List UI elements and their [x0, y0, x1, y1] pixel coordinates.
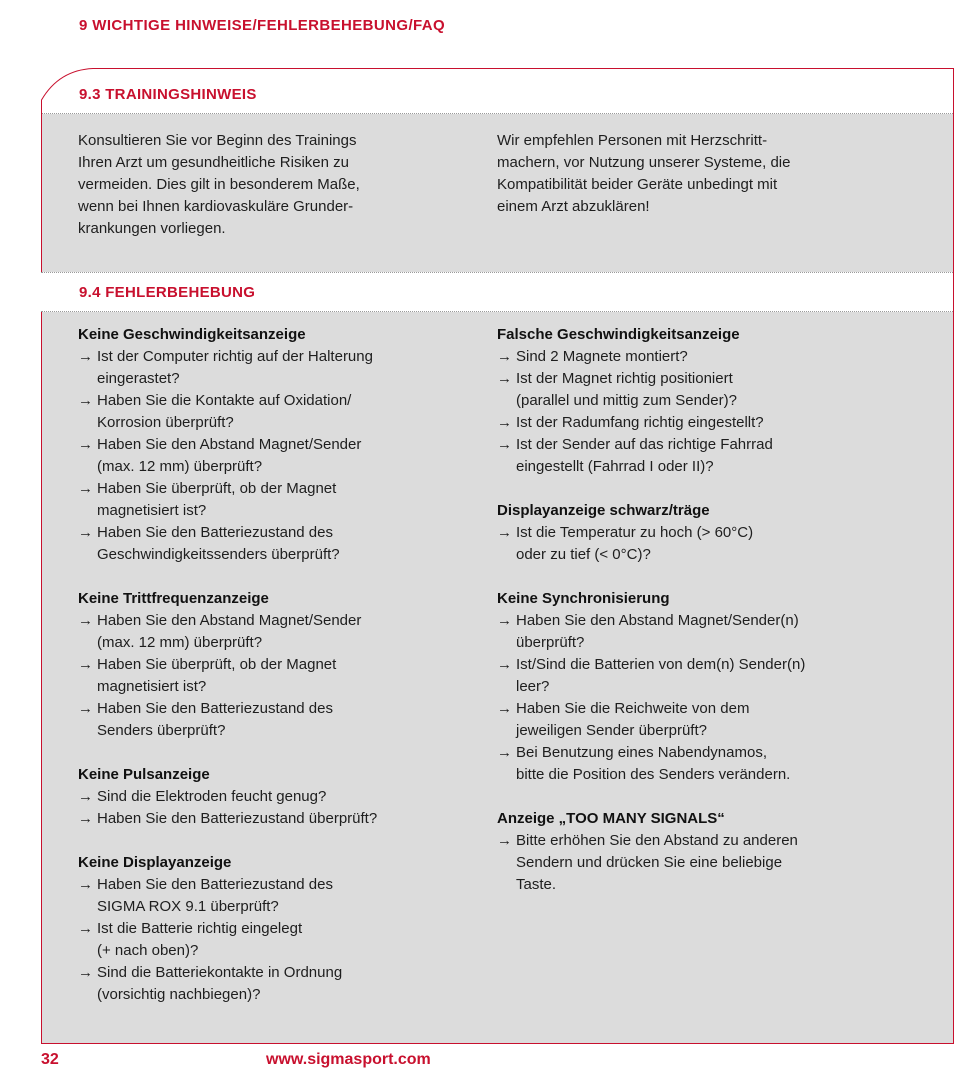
check-list-item — [497, 742, 917, 786]
check-list-item — [497, 522, 917, 566]
section-94-right-column — [497, 324, 917, 918]
paragraph-line: krankungen vorliegen. — [78, 220, 226, 237]
check-list-item-line: (max. 12 mm) überprüft? — [97, 634, 263, 651]
check-list-item — [78, 434, 478, 478]
paragraph-line: Konsultieren Sie vor Beginn des Trainings — [78, 132, 357, 149]
check-list-item-line: → Ist die Temperatur zu hoch (> 60°C) — [516, 524, 754, 541]
block-title: Falsche Geschwindigkeitsanzeige — [497, 326, 740, 343]
check-list-item-line: (+ nach oben)? — [97, 942, 199, 959]
check-list — [78, 610, 478, 742]
check-list-item — [497, 412, 917, 434]
check-list-item — [497, 346, 917, 368]
check-list-item — [78, 522, 478, 566]
block-title: Keine Synchronisierung — [497, 590, 670, 607]
check-list-item-line: Korrosion überprüft? — [97, 414, 234, 431]
check-list-item-line: → Bitte erhöhen Sie den Abstand zu anderen — [516, 832, 798, 849]
check-list-item-line: → Sind 2 Magnete montiert? — [516, 348, 688, 365]
block-title: Keine Displayanzeige — [78, 854, 232, 871]
check-list-item — [78, 698, 478, 742]
check-list-item-line: → Haben Sie den Batteriezustand überprüft? — [97, 810, 378, 827]
paragraph-line: Kompatibilität beider Geräte unbedingt mit — [497, 176, 778, 193]
troubleshooting-block — [78, 852, 478, 1006]
check-list — [78, 786, 478, 830]
troubleshooting-block — [78, 324, 478, 566]
paragraph-line: Wir empfehlen Personen mit Herzschritt- — [497, 132, 768, 149]
check-list — [78, 346, 478, 566]
check-list-item — [78, 962, 478, 1006]
section-93-right-text — [497, 130, 897, 218]
check-list-item-line: (max. 12 mm) überprüft? — [97, 458, 263, 475]
check-list-item — [78, 918, 478, 962]
check-list-item-line: → Haben Sie den Batteriezustand des — [97, 700, 333, 717]
check-list-item — [78, 786, 478, 808]
check-list-item — [78, 346, 478, 390]
paragraph-line: einem Arzt abzuklären! — [497, 198, 650, 215]
check-list-item-line: → Haben Sie überprüft, ob der Magnet — [97, 480, 337, 497]
check-list-item-line: → Haben Sie die Kontakte auf Oxidation/ — [97, 392, 352, 409]
check-list-item-line: → Sind die Batteriekontakte in Ordnung — [97, 964, 343, 981]
block-title: Keine Geschwindigkeitsanzeige — [78, 326, 306, 343]
check-list — [497, 610, 917, 786]
check-list-item-line: eingerastet? — [97, 370, 180, 387]
check-list-item-line: überprüft? — [516, 634, 585, 651]
check-list-item-line: → Haben Sie die Reichweite von dem — [516, 700, 750, 717]
troubleshooting-block — [78, 764, 478, 830]
check-list-item-line: → Haben Sie den Abstand Magnet/Sender — [97, 436, 362, 453]
check-list-item-line: → Ist/Sind die Batterien von dem(n) Sender(n) — [516, 656, 806, 673]
section-94-left-column — [78, 324, 478, 1028]
troubleshooting-block — [78, 588, 478, 742]
check-list-item-line: SIGMA ROX 9.1 überprüft? — [97, 898, 279, 915]
check-list-item-line: → Sind die Elektroden feucht genug? — [97, 788, 327, 805]
check-list-item-line: Geschwindigkeitssenders überprüft? — [97, 546, 340, 563]
check-list-item — [497, 368, 917, 412]
check-list-item-line: → Bei Benutzung eines Nabendynamos, — [516, 744, 768, 761]
check-list — [497, 522, 917, 566]
check-list-item-line: Senders überprüft? — [97, 722, 226, 739]
check-list-item — [78, 610, 478, 654]
paragraph-line: Ihren Arzt um gesundheitliche Risiken zu — [78, 154, 349, 171]
troubleshooting-block — [497, 588, 917, 786]
check-list-item-line: → Haben Sie den Batteriezustand des — [97, 524, 333, 541]
check-list-item-line: (parallel und mittig zum Sender)? — [516, 392, 737, 409]
check-list-item-line: → Haben Sie überprüft, ob der Magnet — [97, 656, 337, 673]
check-list-item-line: → Haben Sie den Batteriezustand des — [97, 876, 333, 893]
check-list-item-line: oder zu tief (< 0°C)? — [516, 546, 651, 563]
section-93-left-text — [78, 130, 458, 240]
chapter-title: 9 WICHTIGE HINWEISE/FEHLERBEHEBUNG/FAQ — [79, 17, 446, 34]
check-list-item-line: → Haben Sie den Abstand Magnet/Sender — [97, 612, 362, 629]
block-title: Displayanzeige schwarz/träge — [497, 502, 710, 519]
block-title: Keine Pulsanzeige — [78, 766, 210, 783]
check-list — [497, 346, 917, 478]
check-list-item — [497, 698, 917, 742]
check-list-item-line: → Ist die Batterie richtig eingelegt — [97, 920, 303, 937]
footer-url: www.sigmasport.com — [266, 1051, 431, 1068]
check-list-item-line: → Haben Sie den Abstand Magnet/Sender(n) — [516, 612, 799, 629]
paragraph-line: wenn bei Ihnen kardiovaskuläre Grunder- — [78, 198, 354, 215]
check-list-item — [497, 654, 917, 698]
section-94-header — [41, 272, 953, 312]
check-list-item-line: → Ist der Radumfang richtig eingestellt? — [516, 414, 764, 431]
paragraph-line: machern, vor Nutzung unserer Systeme, die — [497, 154, 791, 171]
check-list-item-line: → Ist der Computer richtig auf der Halterung — [97, 348, 373, 365]
check-list-item — [78, 478, 478, 522]
check-list-item-line: → Ist der Magnet richtig positioniert — [516, 370, 733, 387]
page-number: 32 — [41, 1051, 59, 1068]
check-list-item-line: leer? — [516, 678, 550, 695]
check-list-item-line: (vorsichtig nachbiegen)? — [97, 986, 261, 1003]
check-list-item — [78, 808, 478, 830]
check-list — [78, 874, 478, 1006]
check-list-item — [497, 610, 917, 654]
check-list-item-line: → Ist der Sender auf das richtige Fahrrad — [516, 436, 773, 453]
check-list-item — [78, 390, 478, 434]
block-title: Keine Trittfrequenzanzeige — [78, 590, 269, 607]
check-list-item-line: Taste. — [516, 876, 557, 893]
troubleshooting-block — [497, 324, 917, 478]
check-list-item-line: magnetisiert ist? — [97, 678, 207, 695]
troubleshooting-block — [497, 808, 917, 896]
section-93-title: 9.3 TRAININGSHINWEIS — [79, 86, 257, 103]
content-frame — [41, 68, 954, 1044]
check-list-item — [497, 830, 917, 896]
troubleshooting-block — [497, 500, 917, 566]
check-list-item — [78, 654, 478, 698]
check-list-item — [78, 874, 478, 918]
check-list-item-line: bitte die Position des Senders verändern. — [516, 766, 791, 783]
paragraph-line: vermeiden. Dies gilt in besonderem Maße, — [78, 176, 360, 193]
check-list-item — [497, 434, 917, 478]
check-list — [497, 830, 917, 896]
check-list-item-line: magnetisiert ist? — [97, 502, 207, 519]
frame-left-border — [41, 100, 42, 1043]
check-list-item-line: eingestellt (Fahrrad I oder II)? — [516, 458, 714, 475]
check-list-item-line: Sendern und drücken Sie eine beliebige — [516, 854, 783, 871]
section-94-title: 9.4 FEHLERBEHEBUNG — [79, 284, 256, 301]
section-93-header — [41, 68, 953, 114]
check-list-item-line: jeweiligen Sender überprüft? — [516, 722, 707, 739]
block-title: Anzeige „TOO MANY SIGNALS“ — [497, 810, 725, 827]
